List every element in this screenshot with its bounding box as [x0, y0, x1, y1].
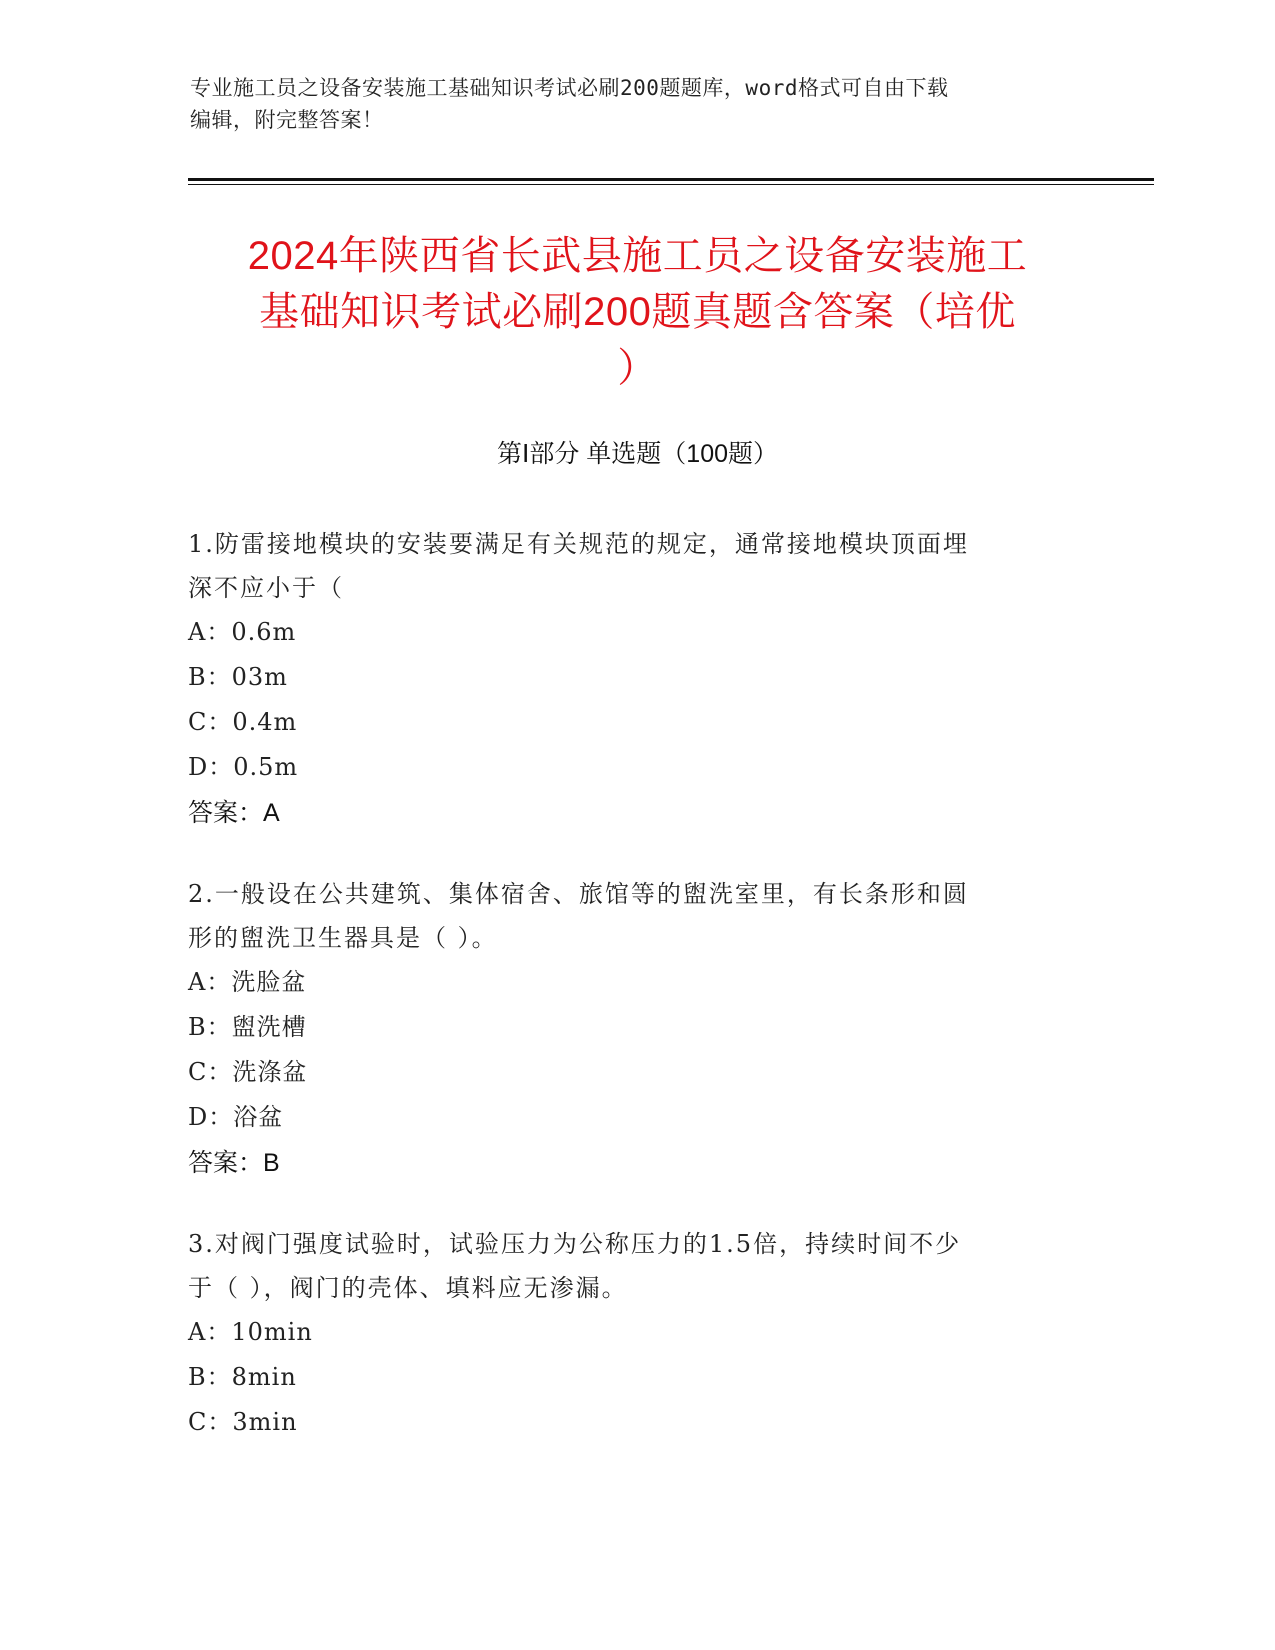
option-text: 浴盆 [233, 1103, 284, 1131]
option-b [188, 655, 1068, 700]
option-key: A： [188, 1318, 232, 1346]
option-key: B： [188, 663, 232, 691]
question-stem-line: 于（ ），阀门的壳体、填料应无渗漏。 [188, 1274, 628, 1302]
question-2 [188, 872, 1068, 1186]
document-title-line-3: ） [617, 346, 658, 390]
option-key: C： [188, 1408, 233, 1436]
option-a [188, 610, 1068, 655]
option-key: B： [188, 1363, 232, 1391]
option-text: 8min [231, 1363, 297, 1391]
option-d [188, 745, 1068, 790]
question-stem-line: 2.一般设在公共建筑、集体宿舍、旅馆等的盥洗室里，有长条形和圆 [188, 880, 969, 908]
document-title-line-2: 基础知识考试必刷200题真题含答案（培优 [259, 290, 1016, 334]
question-3 [188, 1222, 1068, 1445]
option-key: D： [188, 753, 234, 781]
option-c [188, 1050, 1068, 1095]
question-list [188, 522, 1068, 1481]
document-title [180, 228, 1095, 396]
question-1 [188, 522, 1068, 836]
header-note-line-2: 编辑，附完整答案！ [190, 108, 384, 132]
option-d [188, 1095, 1068, 1140]
option-c [188, 700, 1068, 745]
option-text: 10min [231, 1318, 313, 1346]
option-text: 洗涤盆 [232, 1058, 308, 1086]
option-text: 盥洗槽 [231, 1013, 307, 1041]
header-note [190, 72, 1090, 136]
option-a [188, 960, 1068, 1005]
option-b [188, 1005, 1068, 1050]
option-key: A： [188, 968, 232, 996]
question-stem-line: 形的盥洗卫生器具是（ ）。 [188, 924, 498, 952]
answer-line: 答案：A [188, 799, 280, 827]
question-stem-line: 1.防雷接地模块的安装要满足有关规范的规定，通常接地模块顶面埋 [188, 530, 969, 558]
option-text: 03m [231, 663, 288, 691]
header-rule-thick [188, 178, 1154, 181]
option-text: 0.6m [231, 618, 297, 646]
header-note-line-1: 专业施工员之设备安装施工基础知识考试必刷200题题库，word格式可自由下载 [190, 76, 949, 100]
option-c [188, 1400, 1068, 1445]
option-a [188, 1310, 1068, 1355]
section-heading: 第Ⅰ部分 单选题（100题） [496, 440, 779, 468]
header-rule-thin [188, 184, 1154, 185]
document-title-line-1: 2024年陕西省长武县施工员之设备安装施工 [247, 234, 1028, 278]
option-key: B： [188, 1013, 232, 1041]
option-key: D： [188, 1103, 234, 1131]
option-text: 0.5m [233, 753, 299, 781]
option-text: 0.4m [232, 708, 298, 736]
option-b [188, 1355, 1068, 1400]
option-key: A： [188, 618, 232, 646]
option-key: C： [188, 708, 233, 736]
question-stem-line: 深不应小于（ [188, 574, 344, 602]
option-text: 洗脸盆 [231, 968, 307, 996]
answer-line: 答案：B [188, 1149, 280, 1177]
question-stem-line: 3.对阀门强度试验时，试验压力为公称压力的1.5倍，持续时间不少 [188, 1230, 962, 1258]
option-text: 3min [232, 1408, 298, 1436]
option-key: C： [188, 1058, 233, 1086]
